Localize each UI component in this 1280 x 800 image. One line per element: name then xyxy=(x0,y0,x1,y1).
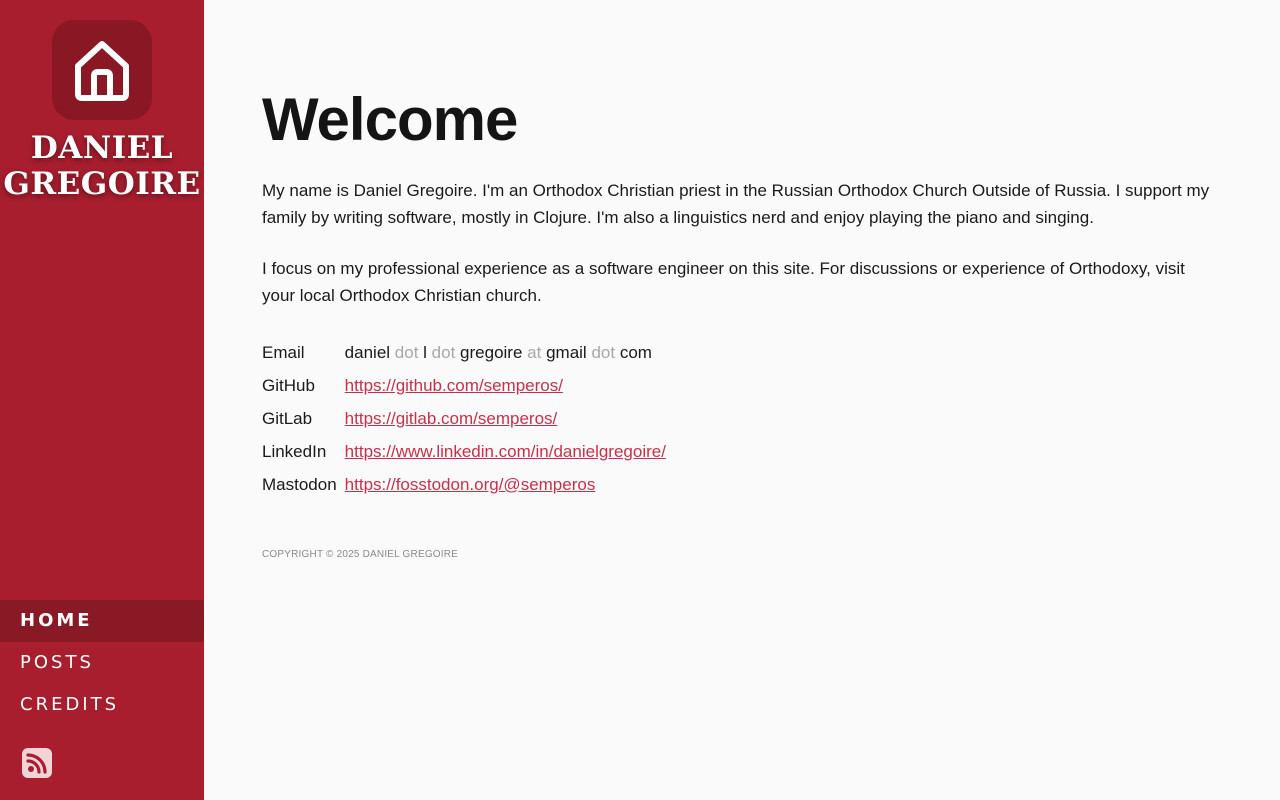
email-part: dot xyxy=(591,342,616,362)
home-icon xyxy=(70,36,134,104)
email-part: l xyxy=(423,342,427,362)
email-part: com xyxy=(619,342,652,362)
contact-label: LinkedIn xyxy=(262,441,327,461)
email-part: gregoire xyxy=(460,342,523,362)
contact-label: GitLab xyxy=(262,408,313,428)
email-obfuscated xyxy=(345,336,666,369)
contact-label: Mastodon xyxy=(262,474,337,494)
rss-feed-link[interactable] xyxy=(22,748,52,778)
github-link[interactable]: https://github.com/semperos/ xyxy=(344,375,563,395)
site-title[interactable] xyxy=(0,130,204,202)
nav-item-posts[interactable]: POSTS xyxy=(20,652,94,673)
contact-label: Email xyxy=(262,342,305,362)
page-title: Welcome xyxy=(262,86,518,153)
home-logo-button[interactable] xyxy=(52,20,152,120)
linkedin-link[interactable]: https://www.linkedin.com/in/danielgregoire/ xyxy=(344,441,666,461)
copyright-footer: COPYRIGHT © 2025 DANIEL GREGOIRE xyxy=(262,549,459,560)
contact-row-gitlab xyxy=(262,402,666,435)
email-part: gmail xyxy=(546,342,587,362)
site-title-line-2: GREGOIRE xyxy=(3,166,201,202)
gitlab-link[interactable]: https://gitlab.com/semperos/ xyxy=(344,408,558,428)
contact-row-mastodon xyxy=(262,468,666,501)
main-content xyxy=(262,80,1222,560)
nav-item-home[interactable]: HOME xyxy=(0,600,204,642)
contact-table xyxy=(258,336,670,501)
main-nav xyxy=(0,600,204,726)
site-title-line-1: DANIEL xyxy=(30,130,174,166)
email-part: dot xyxy=(394,342,419,362)
focus-paragraph: I focus on my professional experience as a software engineer on this site. For discussions or experience of Orthodoxy, visit your local Orthodox Christian church. xyxy=(262,259,1185,305)
mastodon-link[interactable]: https://fosstodon.org/@semperos xyxy=(344,474,596,494)
email-part: at xyxy=(527,342,542,362)
contact-row-github xyxy=(262,369,666,402)
sidebar xyxy=(0,0,204,800)
nav-item-credits[interactable]: CREDITS xyxy=(20,694,120,715)
contact-row-email xyxy=(262,336,666,369)
intro-paragraph: My name is Daniel Gregoire. I'm an Orthodox Christian priest in the Russian Orthodox Church Outside of Russia. I support my family by writing software, mostly in Clojure. I'm also a linguistics nerd and enjoy playing the piano and singing. xyxy=(262,181,1210,227)
email-part: dot xyxy=(431,342,456,362)
contact-label: GitHub xyxy=(262,375,315,395)
email-part: daniel xyxy=(344,342,391,362)
rss-icon xyxy=(26,752,48,774)
contact-row-linkedin xyxy=(262,435,666,468)
